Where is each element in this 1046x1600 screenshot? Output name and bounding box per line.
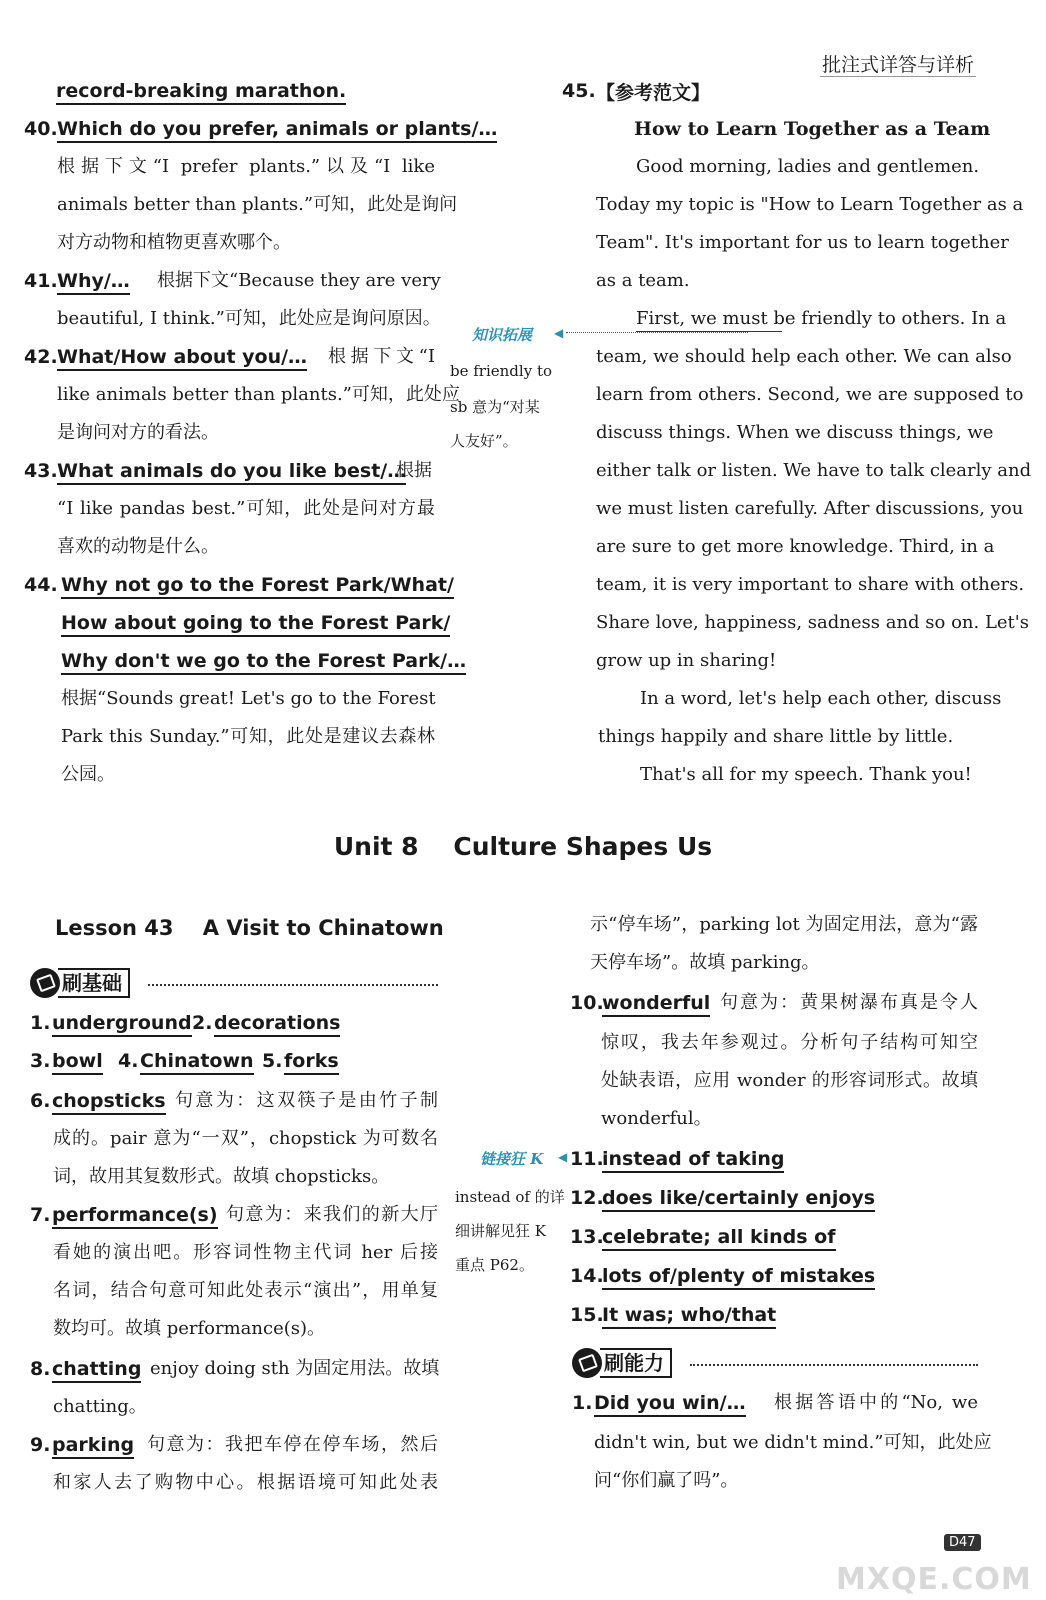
q41-explanation-inline: 根据下文“Because they are very (157, 270, 441, 291)
q43-explanation-line: 喜欢的动物是什么。 (57, 536, 219, 557)
q44-explanation-line: 公园。 (61, 764, 115, 785)
page-number: D47 (944, 1534, 981, 1551)
essay-line: Share love, happiness, sadness and so on. Let's (596, 612, 1029, 633)
knowledge-extension-note-title: 知识拓展 (472, 326, 533, 344)
header-rule (820, 76, 976, 77)
ability-q1-answer: Did you win/… (594, 1392, 746, 1417)
pencil-icon (572, 1348, 602, 1378)
q42-number: 42. (24, 346, 58, 368)
essay-line: grow up in sharing! (596, 650, 777, 671)
q40-answer: Which do you prefer, animals or plants/… (57, 118, 497, 143)
basic-q9-explanation-inline: 句意为：我把车停在停车场，然后 (147, 1434, 438, 1455)
basic-q12-answer: does like/certainly enjoys (602, 1187, 875, 1212)
section-badge-ability (572, 1348, 672, 1378)
basic-q10-explanation-line: 惊叹，我去年参观过。分析句子结构可知空 (601, 1032, 978, 1053)
knowledge-extension-note-line: 人友好”。 (450, 432, 518, 450)
basic-q14-answer: lots of/plenty of mistakes (602, 1265, 875, 1290)
basic-q13-answer: celebrate; all kinds of (602, 1226, 836, 1251)
ability-q1-explanation-inline: 根据答语中的“No, we (774, 1392, 978, 1413)
knowledge-extension-note-line: be friendly to (450, 362, 553, 380)
lesson-title: Lesson 43 A Visit to Chinatown (55, 916, 444, 940)
note-leader-dots (566, 332, 748, 333)
basic-q10-explanation-line: 处缺表语，应用 wonder 的形容词形式。故填 (601, 1070, 978, 1091)
ability-q1-explanation-line: didn't win, but we didn't mind.”可知，此处应 (594, 1432, 992, 1453)
basic-q7-explanation-line: 名词，结合句意可知此处表示“演出”，用单复 (53, 1280, 438, 1301)
q42-explanation-line: like animals better than plants.”可知，此处应 (57, 384, 460, 405)
basic-q7-answer: performance(s) (52, 1204, 218, 1229)
basic-q6-explanation-line: 词，故用其复数形式。故填 chopsticks。 (53, 1166, 390, 1187)
essay-line: In a word, let's help each other, discuss (640, 688, 1002, 709)
essay-line: First, we must be friendly to others. In a (636, 308, 1007, 329)
basic-q10-number: 10. (570, 992, 604, 1014)
essay-line: team, we should help each other. We can also (596, 346, 1012, 367)
q39-answer-continued: record-breaking marathon. (56, 80, 346, 105)
basic-q11-number: 11. (570, 1148, 604, 1170)
basic-q3-answer: bowl (52, 1050, 103, 1075)
basic-q9-answer: parking (52, 1434, 134, 1459)
basic-q1-answer: underground (52, 1012, 192, 1037)
essay-line: discuss things. When we discuss things, we (596, 422, 994, 443)
basic-q6-explanation-line: 成的。pair 意为“一双”，chopstick 为可数名 (53, 1128, 438, 1149)
basic-q7-explanation-line: 数均可。故填 performance(s)。 (53, 1318, 326, 1339)
basic-q4-answer: Chinatown (140, 1050, 254, 1075)
basic-q6-answer: chopsticks (52, 1090, 166, 1115)
note-arrow-icon: ◀ (558, 1150, 568, 1164)
basic-q10-explanation-line: wonderful。 (601, 1108, 712, 1129)
basic-q9-number: 9. (30, 1434, 51, 1456)
q45-label: 【参考范文】 (596, 82, 711, 104)
q44-explanation-line: Park this Sunday.”可知，此处是建议去森林 (61, 726, 435, 747)
q40-explanation-line: animals better than plants.”可知，此处是询问 (57, 194, 458, 215)
link-note-title: 链接狂 K (480, 1150, 544, 1168)
q41-number: 41. (24, 270, 58, 292)
basic-q8-explanation-line: chatting。 (53, 1396, 147, 1417)
q40-number: 40. (24, 118, 58, 140)
section-badge-basic (30, 968, 130, 998)
basic-q2-number: 2. (192, 1012, 213, 1034)
watermark: MXQE.COM (836, 1562, 1032, 1597)
basic-q3-number: 3. (30, 1050, 51, 1072)
essay-line: Today my topic is "How to Learn Together as a (596, 194, 1024, 215)
link-note-line: 细讲解见狂 K (455, 1222, 546, 1240)
basic-q5-number: 5. (262, 1050, 283, 1072)
basic-q9-explanation-line: 和家人去了购物中心。根据语境可知此处表 (53, 1472, 438, 1493)
basic-q8-explanation-inline: enjoy doing sth 为固定用法。故填 (150, 1358, 440, 1379)
pencil-icon (30, 968, 60, 998)
q40-explanation-line: 根据下文“I prefer plants.”以及“I like (57, 156, 435, 177)
note-arrow-icon: ◀ (554, 326, 564, 340)
essay-line: Good morning, ladies and gentlemen. (636, 156, 980, 177)
essay-line: either talk or listen. We have to talk clearly and (596, 460, 1032, 481)
basic-q7-explanation-line: 看她的演出吧。形容词性物主代词 her 后接 (53, 1242, 438, 1263)
basic-q14-number: 14. (570, 1265, 604, 1287)
basic-q2-answer: decorations (214, 1012, 340, 1037)
q44-answer-line: How about going to the Forest Park/ (61, 612, 450, 637)
q41-explanation-line: beautiful, I think.”可知，此处应是询问原因。 (57, 308, 441, 329)
essay-line: team, it is very important to share with others. (596, 574, 1025, 595)
q44-answer-line: Why not go to the Forest Park/What/ (61, 574, 454, 599)
q43-explanation-inline: 根据 (396, 460, 432, 481)
q45-number: 45. (562, 80, 596, 102)
basic-q9-explanation-continued: 示“停车场”，parking lot 为固定用法，意为“露 (590, 914, 978, 935)
basic-q6-number: 6. (30, 1090, 51, 1112)
q41-answer: Why/… (57, 270, 130, 295)
section-badge-basic-label: 刷基础 (58, 968, 130, 998)
essay-line: That's all for my speech. Thank you! (640, 764, 972, 785)
basic-q7-explanation-inline: 句意为：来我们的新大厅 (226, 1204, 438, 1225)
knowledge-extension-note-line: sb 意为“对某 (450, 398, 540, 416)
basic-q8-answer: chatting (52, 1358, 141, 1383)
essay-line: are sure to get more knowledge. Third, in a (596, 536, 995, 557)
essay-line: as a team. (596, 270, 690, 291)
q44-number: 44. (24, 574, 58, 596)
basic-q10-explanation-inline: 句意为：黄果树瀑布真是令人 (720, 992, 978, 1013)
essay-line: learn from others. Second, we are supposed to (596, 384, 1024, 405)
section-divider-dots (148, 984, 438, 986)
link-note-line: instead of 的详 (455, 1188, 565, 1206)
basic-q4-number: 4. (118, 1050, 139, 1072)
q43-explanation-line: “I like pandas best.”可知，此处是问对方最 (57, 498, 435, 519)
ability-q1-explanation-line: 问“你们赢了吗”。 (594, 1470, 739, 1491)
q42-answer: What/How about you/… (57, 346, 307, 371)
unit-title: Unit 8 Culture Shapes Us (333, 832, 713, 861)
basic-q12-number: 12. (570, 1187, 604, 1209)
essay-line: things happily and share little by little. (598, 726, 954, 747)
basic-q15-number: 15. (570, 1304, 604, 1326)
basic-q9-explanation-continued: 天停车场”。故填 parking。 (590, 952, 820, 973)
ability-q1-number: 1. (572, 1392, 593, 1414)
page-header-title: 批注式详答与详析 (821, 54, 974, 76)
link-note-line: 重点 P62。 (455, 1256, 534, 1274)
essay-line: we must listen carefully. After discussions, you (596, 498, 1024, 519)
section-badge-ability-label: 刷能力 (600, 1348, 672, 1378)
q40-explanation-line: 对方动物和植物更喜欢哪个。 (57, 232, 291, 253)
q44-answer-line: Why don't we go to the Forest Park/… (61, 650, 466, 675)
basic-q8-number: 8. (30, 1358, 51, 1380)
q44-explanation-line: 根据“Sounds great! Let's go to the Forest (61, 688, 436, 709)
basic-q10-answer: wonderful (602, 992, 710, 1017)
basic-q6-explanation-inline: 句意为：这双筷子是由竹子制 (175, 1090, 438, 1111)
basic-q1-number: 1. (30, 1012, 51, 1034)
essay-line: Team". It's important for us to learn together (596, 232, 1009, 253)
basic-q11-answer: instead of taking (602, 1148, 784, 1173)
basic-q5-answer: forks (284, 1050, 339, 1075)
underline-be-friendly (636, 331, 782, 332)
q42-explanation-inline: 根据下文“I (328, 346, 435, 367)
q43-number: 43. (24, 460, 58, 482)
section-divider-dots (690, 1364, 978, 1366)
essay-title: How to Learn Together as a Team (634, 118, 991, 140)
q42-explanation-line: 是询问对方的看法。 (57, 422, 219, 443)
q43-answer: What animals do you like best/… (57, 460, 406, 485)
basic-q7-number: 7. (30, 1204, 51, 1226)
basic-q15-answer: It was; who/that (602, 1304, 776, 1329)
basic-q13-number: 13. (570, 1226, 604, 1248)
